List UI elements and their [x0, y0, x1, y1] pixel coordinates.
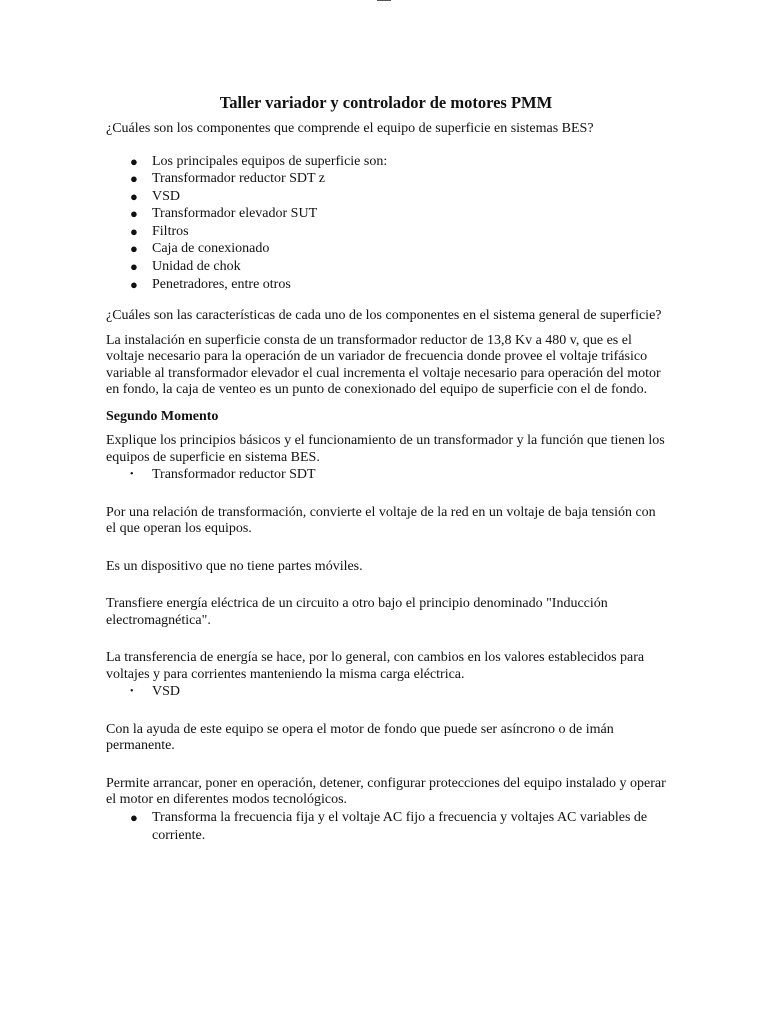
list-item [106, 809, 666, 844]
sdt-paragraph: Por una relación de transformación, convierte el voltaje de la red en un voltaje de baja tensión con el que operan los equipos. [106, 504, 656, 537]
list-item [106, 188, 666, 206]
bullet-icon: ● [130, 809, 138, 825]
page-top-mark [377, 0, 391, 1]
list-item [106, 205, 666, 223]
list-item-text: Transformador elevador SUT [152, 206, 318, 222]
bullet-icon: • [130, 469, 134, 481]
bullet-icon: ● [130, 153, 138, 169]
sdt-paragraph: Es un dispositivo que no tiene partes móviles. [106, 558, 363, 574]
bullet-icon: ● [130, 259, 138, 275]
section-prompt: Explique los principios básicos y el funcionamiento de un transformador y la función que tienen los equipos de superficie en sistema BES. [106, 433, 665, 465]
vsd-paragraph: Permite arrancar, poner en operación, detener, configurar protecciones del equipo instalado y operar el motor en diferentes modos tecnológicos. [106, 775, 666, 808]
list-item-text: Los principales equipos de superficie son: [152, 153, 388, 169]
bullet-icon: ● [130, 276, 138, 292]
list-item [106, 223, 666, 241]
list-item-text: Transforma la frecuencia fija y el voltaje AC fijo a frecuencia y voltajes AC variables de corriente. [152, 809, 648, 843]
section-heading: Segundo Momento [106, 408, 219, 424]
bullet-icon: • [130, 686, 134, 698]
bullet-icon: ● [130, 171, 138, 187]
question-1: ¿Cuáles son los componentes que comprende el equipo de superficie en sistemas BES? [106, 121, 594, 136]
list-item-text: Unidad de chok [152, 259, 241, 275]
list-item [106, 683, 666, 701]
list-item-text: Filtros [152, 223, 189, 239]
vsd-paragraph: Con la ayuda de este equipo se opera el motor de fondo que puede ser asíncrono o de imán permanente. [106, 721, 614, 754]
list-item-text: Transformador reductor SDT [152, 467, 316, 483]
list-item [106, 276, 666, 294]
bullet-icon: ● [130, 188, 138, 204]
answer-2: La instalación en superficie consta de un transformador reductor de 13,8 Kv a 480 v, que es el voltaje necesario para la operación de un variador de frecuencia donde provee el voltaje trifásico variable al transformador elevador el cual incrementa el voltaje necesario para operación del motor en fondo, la caja de venteo es un punto de conexionado del equipo de superficie con el de fondo. [106, 332, 661, 398]
sdt-paragraph: La transferencia de energía se hace, por lo general, con cambios en los valores establecidos para voltajes y para corrientes manteniendo la misma carga eléctrica. [106, 650, 645, 682]
list-item [106, 153, 666, 171]
bullet-icon: ● [130, 241, 138, 257]
components-list [106, 153, 666, 294]
document-title: Taller variador y controlador de motores PMM [219, 93, 553, 112]
list-item [106, 258, 666, 276]
question-2: ¿Cuáles son las características de cada uno de los componentes en el sistema general de superficie? [106, 308, 662, 324]
vsd-list [106, 683, 666, 701]
document-page [106, 93, 666, 844]
bullet-icon: ● [130, 206, 138, 222]
list-item-text: Penetradores, entre otros [152, 276, 291, 292]
bullet-icon: ● [130, 223, 138, 239]
list-item-text: VSD [152, 188, 181, 204]
list-item [106, 240, 666, 258]
sdt-list [106, 466, 666, 484]
list-item [106, 466, 666, 484]
list-item-text: Caja de conexionado [152, 241, 270, 257]
list-item [106, 170, 666, 188]
list-item-text: VSD [152, 684, 181, 700]
sdt-paragraph: Transfiere energía eléctrica de un circuito a otro bajo el principio denominado "Inducción electromagnética". [106, 596, 608, 628]
list-item-text: Transformador reductor SDT z [152, 171, 326, 187]
vsd-sub-list [106, 809, 666, 844]
